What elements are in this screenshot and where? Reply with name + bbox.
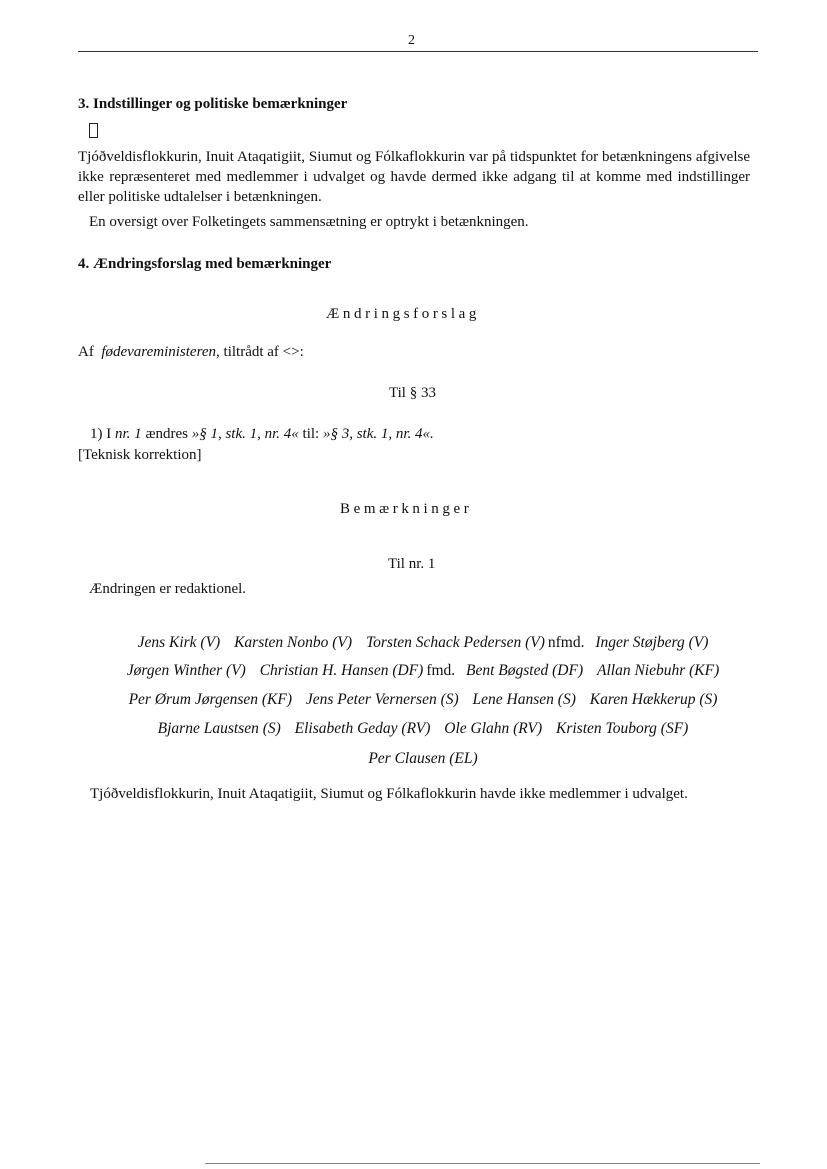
signatory: Per Clausen (EL) (368, 750, 478, 767)
placeholder-box (89, 123, 98, 138)
signature-line-3 (78, 691, 768, 709)
amendment-reference: »§ 3, stk. 1, nr. 4«. (322, 426, 434, 442)
signatory: Christian H. Hansen (DF) (259, 662, 424, 679)
amendment-reference: »§ 1, stk. 1, nr. 4« (191, 426, 299, 442)
section-3-paragraph-2: En oversigt over Folketingets sammensætning er optrykt i betænkningen. (89, 214, 529, 230)
section-3-heading: 3. Indstillinger og politiske bemærkninger (78, 96, 348, 112)
proposer-name: fødevareministeren, (101, 344, 220, 360)
signatory: Bent Bøgsted (DF) (466, 662, 584, 679)
signatory-role: fmd. (426, 662, 456, 679)
signature-line-4 (78, 720, 768, 738)
signatory-role: nfmd. (547, 634, 585, 651)
remarks-text: Ændringen er redaktionel. (89, 581, 247, 597)
header-rule (78, 51, 758, 52)
signatory: Ole Glahn (RV) (444, 720, 543, 737)
paragraph-reference: Til § 33 (389, 385, 436, 401)
signature-line-1 (78, 634, 768, 652)
proposer-suffix: tiltrådt af <>: (223, 344, 304, 360)
signatory: Torsten Schack Pedersen (V) (365, 634, 545, 651)
footer-rule (205, 1163, 760, 1164)
amendment-note: [Teknisk korrektion] (78, 447, 202, 463)
amendment-title: Ændringsforslag (326, 306, 480, 322)
amendment-text: I (106, 426, 112, 442)
signatory: Jens Kirk (V) (137, 634, 221, 651)
amendment-item-1 (90, 426, 434, 443)
signatory: Lene Hansen (S) (472, 691, 576, 708)
proposer-prefix: Af (78, 344, 94, 360)
signatory: Bjarne Laustsen (S) (157, 720, 281, 737)
signatory: Elisabeth Geday (RV) (294, 720, 431, 737)
signatory: Kristen Touborg (SF) (556, 720, 689, 737)
signatory: Inger Støjberg (V) (595, 634, 709, 651)
footer-note: Tjóðveldisflokkurin, Inuit Ataqatigiit, Siumut og Fólkaflokkurin havde ikke medlemmer i udvalget. (90, 786, 688, 802)
signatory: Jørgen Winther (V) (126, 662, 246, 679)
amendment-reference: nr. 1 (115, 426, 142, 442)
remarks-reference: Til nr. 1 (388, 556, 436, 572)
amendment-text: ændres (145, 426, 188, 442)
proposer-line (78, 344, 304, 361)
amendment-number: 1) (90, 426, 103, 442)
section-4-heading: 4. Ændringsforslag med bemærkninger (78, 256, 332, 272)
remarks-title: Bemærkninger (340, 501, 473, 517)
signatory: Karsten Nonbo (V) (234, 634, 353, 651)
signatory: Jens Peter Vernersen (S) (305, 691, 459, 708)
signature-line-5 (78, 750, 768, 768)
signatory: Karen Hækkerup (S) (589, 691, 718, 708)
amendment-text: til: (302, 426, 320, 442)
signatory: Per Ørum Jørgensen (KF) (128, 691, 292, 708)
signature-line-2 (78, 662, 768, 680)
section-3-paragraph-1: Tjóðveldisflokkurin, Inuit Ataqatigiit, Siumut og Fólkaflokkurin var på tidspunktet for betænkningens afgivelse ikke repræsenteret med medlemmer i udvalget og havde dermed ikke adgang til at komme med indstillinger eller politiske udtalelser i betænkningen. (78, 149, 750, 205)
page-number: 2 (408, 33, 415, 48)
signatory: Allan Niebuhr (KF) (596, 662, 720, 679)
